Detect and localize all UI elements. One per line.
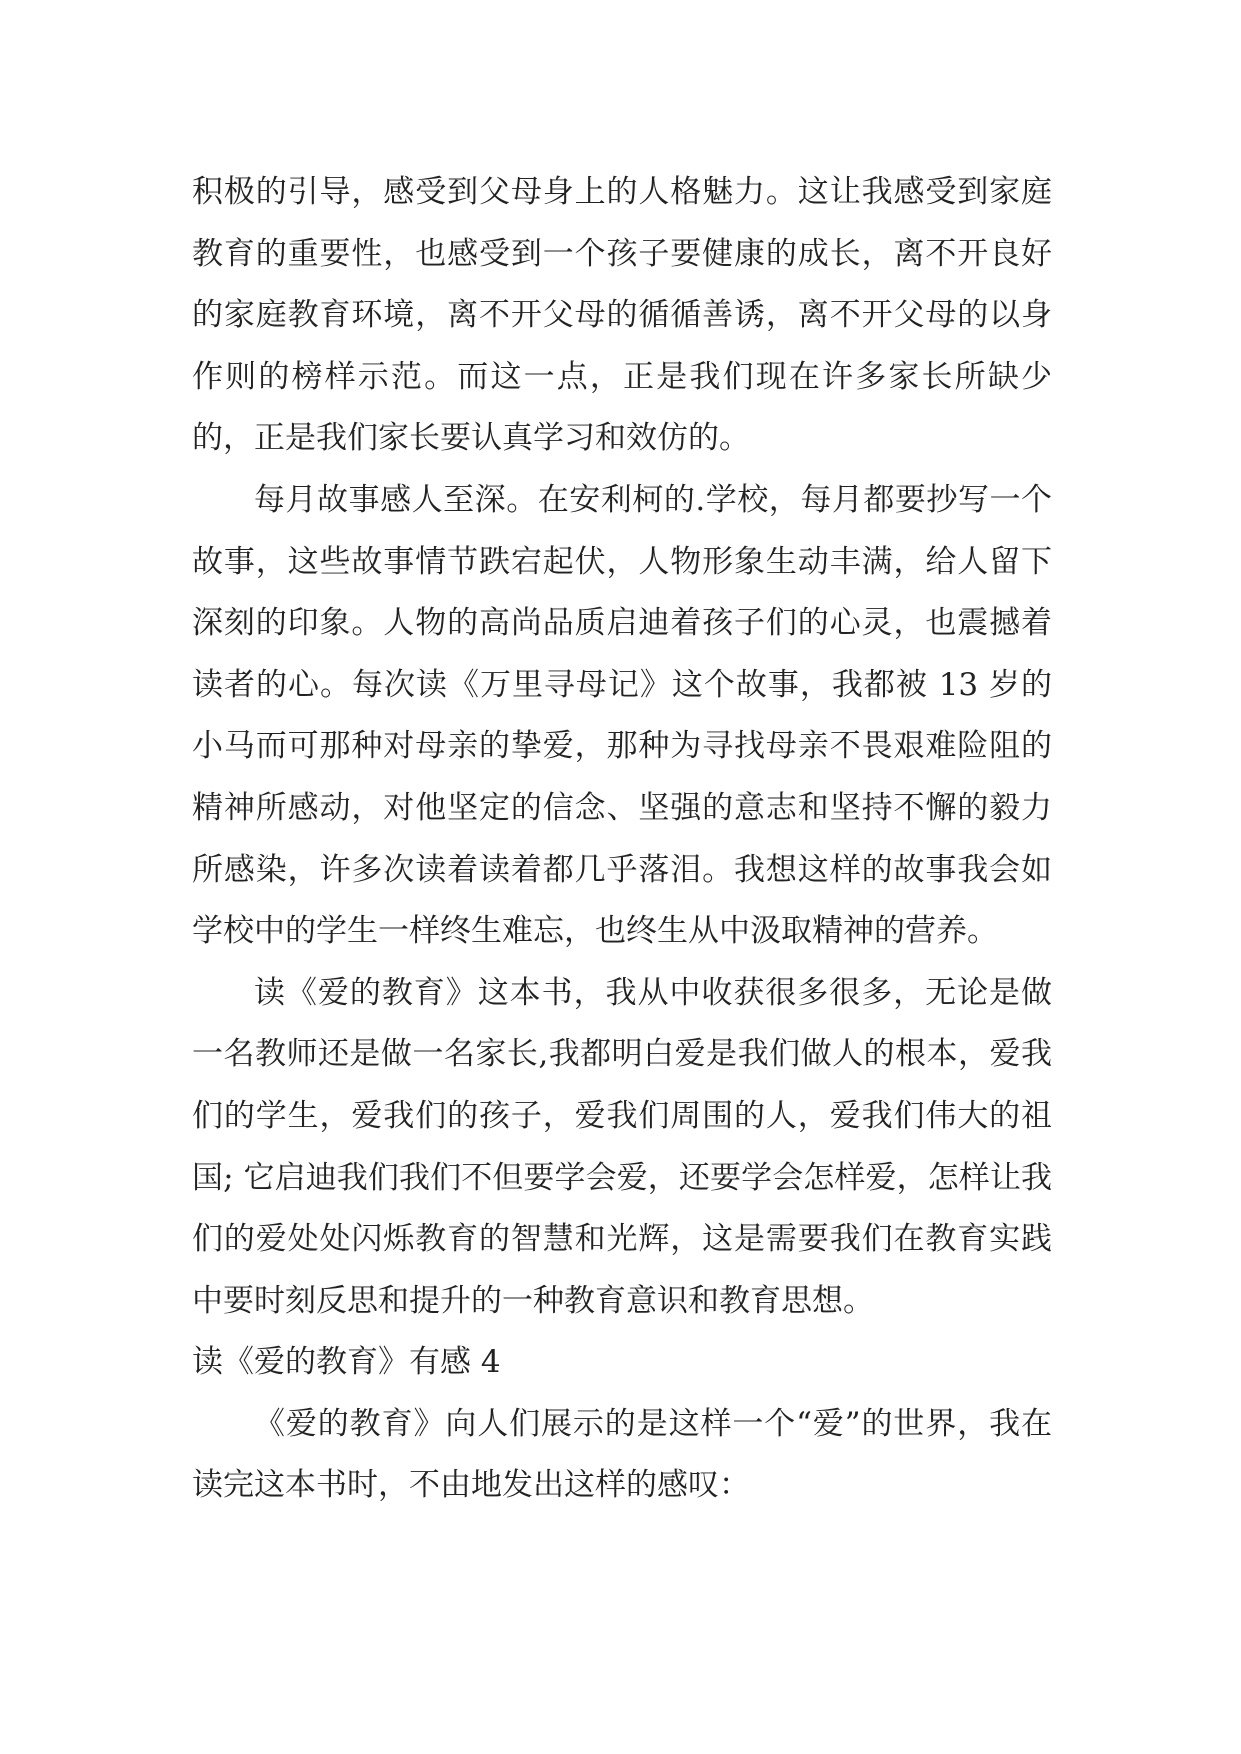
body-paragraph-3: 读《爱的教育》这本书，我从中收获很多很多，无论是做一名教师还是做一名家长,我都明白爱是我们做人的根本，爱我们的学生，爱我们的孩子，爱我们周围的人，爱我们伟大的祖国; 它启迪我们我们不但要学会爱，还要学会怎样爱，怎样让我们的爱处处闪烁教育的智慧和光辉，这是需要我们在教育实践中要时刻反思和提升的一种教育意识和教育思想。 — [192, 974, 1052, 1319]
body-paragraph-2: 每月故事感人至深。在安利柯的.学校，每月都要抄写一个故事，这些故事情节跌宕起伏，人物形象生动丰满，给人留下深刻的印象。人物的高尚品质启迪着孩子们的心灵，也震撼着读者的心。每次读《万里寻母记》这个故事，我都被 13 岁的小马而可那种对母亲的挚爱，那种为寻找母亲不畏艰难险阻的精神所感动，对他坚定的信念、坚强的意志和坚持不懈的毅力所感染，许多次读着读着都几乎落泪。我想这样的故事我会如学校中的学生一样终生难忘，也终生从中汲取精神的营养。 — [192, 481, 1052, 950]
body-paragraph-1: 积极的引导，感受到父母身上的人格魅力。这让我感受到家庭教育的重要性，也感受到一个孩子要健康的成长，离不开良好的家庭教育环境，离不开父母的循循善诱，离不开父母的以身作则的榜样示范。而这一点，正是我们现在许多家长所缺少的，正是我们家长要认真学习和效仿的。 — [192, 174, 1052, 457]
body-paragraph-4: 《爱的教育》向人们展示的是这样一个“爱”的世界，我在读完这本书时，不由地发出这样的感叹： — [192, 1405, 1052, 1504]
document-body — [192, 162, 1052, 1517]
section-heading: 读《爱的教育》有感 4 — [192, 1344, 501, 1381]
